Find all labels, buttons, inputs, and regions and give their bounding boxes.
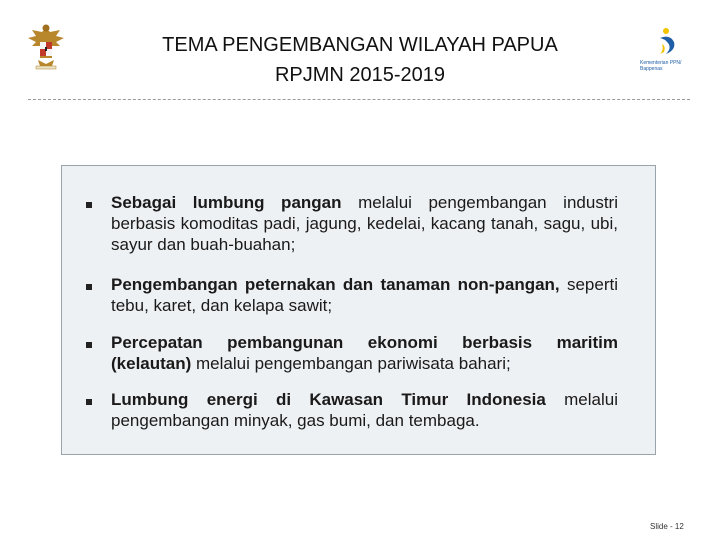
list-item-text bbox=[111, 389, 618, 431]
content-panel bbox=[61, 165, 656, 455]
list-item-text bbox=[111, 332, 618, 374]
bullet-square-icon bbox=[86, 284, 92, 290]
slide-number: Slide - 12 bbox=[650, 522, 684, 531]
list-item-rest: melalui pengembangan pariwisata bahari; bbox=[191, 354, 511, 373]
list-item-rest: melalui pengembangan industri berbasis komoditas padi, jagung, kedelai, kacang tanah, sagu, ubi, sayur dan buah-buahan; bbox=[111, 193, 618, 254]
list-item-text bbox=[111, 274, 618, 316]
list-item-rest: melalui pengembangan minyak, gas bumi, dan tembaga. bbox=[111, 390, 618, 430]
title-line-1: TEMA PENGEMBANGAN WILAYAH PAPUA bbox=[162, 34, 558, 56]
list-item-bold: Pengembangan peternakan dan tanaman non-pangan, bbox=[111, 275, 560, 294]
title-line-2: RPJMN 2015-2019 bbox=[274, 64, 446, 86]
page-title bbox=[110, 30, 610, 90]
bullet-square-icon bbox=[86, 342, 92, 348]
list-item-bold: Sebagai lumbung pangan bbox=[111, 193, 342, 212]
garuda-emblem-icon bbox=[22, 22, 70, 72]
header-divider bbox=[28, 99, 690, 100]
list-item-bold: Lumbung energi di Kawasan Timur Indonesia bbox=[111, 390, 546, 409]
list-item-bold: Percepatan pembangunan ekonomi berbasis maritim (kelautan) bbox=[111, 333, 618, 373]
bullet-square-icon bbox=[86, 399, 92, 405]
list-item-rest: seperti tebu, karet, dan kelapa sawit; bbox=[111, 275, 618, 315]
logo-text-line-1: Kementerian PPN/ bbox=[640, 60, 682, 66]
logo-text-line-2: Bappenas bbox=[640, 66, 663, 72]
logo-caption bbox=[640, 60, 696, 72]
bullet-square-icon bbox=[86, 202, 92, 208]
list-item-text bbox=[111, 192, 618, 255]
